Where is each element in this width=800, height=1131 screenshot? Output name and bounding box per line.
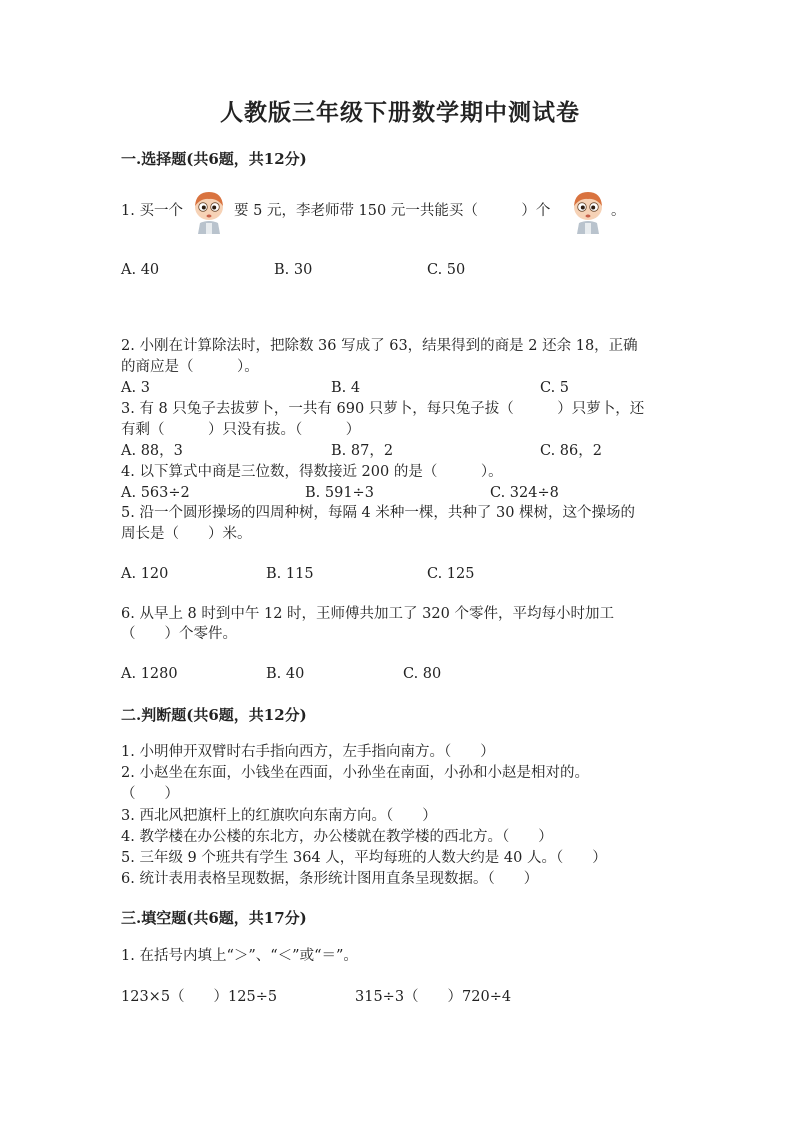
- judge-item-4: 4. 教学楼在办公楼的东北方，办公楼就在教学楼的西北方。（ ）: [121, 829, 553, 845]
- fill-question-1: 1. 在括号内填上“＞”、“＜”或“＝”。: [121, 948, 358, 964]
- judge-item-3: 3. 西北风把旗杆上的红旗吹向东南方向。（ ）: [121, 808, 437, 824]
- q4-option-b: B. 591÷3: [305, 485, 374, 501]
- judge-item-2: 2. 小赵坐在东面，小钱坐在西面，小孙坐在南面，小孙和小赵是相对的。: [121, 765, 589, 781]
- question-5-line-2: 周长是（ ）米。: [121, 526, 252, 542]
- judge-item-1: 1. 小明伸开双臂时右手指向西方，左手指向南方。（ ）: [121, 744, 495, 760]
- question-6-line-1: 6. 从早上 8 时到中午 12 时，王师傅共加工了 320 个零件，平均每小时加工: [121, 606, 614, 622]
- q4-option-a: A. 563÷2: [121, 485, 190, 501]
- q5-option-c: C. 125: [427, 566, 475, 582]
- q5-option-a: A. 120: [121, 566, 169, 582]
- cartoon-boy-icon: [570, 187, 606, 235]
- question-2-line-2: 的商应是（ ）。: [121, 359, 259, 375]
- fill-expression-2: 315÷3（ ）720÷4: [355, 989, 512, 1005]
- q3-option-b: B. 87，2: [331, 443, 394, 459]
- question-1-text-start: 1. 买一个: [121, 203, 183, 219]
- q6-option-c: C. 80: [403, 666, 442, 682]
- judge-item-5: 5. 三年级 9 个班共有学生 364 人，平均每班的人数大约是 40 人。（ ）: [121, 850, 607, 866]
- judge-item-2-bracket: （ ）: [121, 786, 179, 802]
- q2-option-a: A. 3: [121, 380, 150, 396]
- q2-option-c: C. 5: [540, 380, 570, 396]
- question-1-text-end: 。: [611, 203, 626, 219]
- q3-option-a: A. 88，3: [121, 443, 183, 459]
- question-5-line-1: 5. 沿一个圆形操场的四周种树，每隔 4 米种一棵，共种了 30 棵树，这个操场的: [121, 505, 636, 521]
- judge-item-6: 6. 统计表用表格呈现数据，条形统计图用直条呈现数据。（ ）: [121, 871, 539, 887]
- q2-option-b: B. 4: [331, 380, 361, 396]
- question-3-line-1: 3. 有 8 只兔子去拔萝卜，一共有 690 只萝卜，每只兔子拔（ ）只萝卜，还: [121, 401, 645, 417]
- question-2-line-1: 2. 小刚在计算除法时，把除数 36 写成了 63，结果得到的商是 2 还余 18，正确: [121, 338, 638, 354]
- q3-option-c: C. 86，2: [540, 443, 602, 459]
- section-heading-fill: 三.填空题(共6题，共17分): [121, 909, 307, 927]
- fill-expression-1: 123×5（ ）125÷5: [121, 989, 278, 1005]
- q1-option-c: C. 50: [427, 262, 466, 278]
- q4-option-c: C. 324÷8: [490, 485, 559, 501]
- page-title: 人教版三年级下册数学期中测试卷: [220, 99, 580, 126]
- q6-option-b: B. 40: [266, 666, 305, 682]
- question-1-text-middle: 要 5 元，李老师带 150 元一共能买（ ）个: [234, 203, 551, 219]
- section-heading-choice: 一.选择题(共6题，共12分): [121, 150, 307, 168]
- section-heading-judge: 二.判断题(共6题，共12分): [121, 706, 307, 724]
- question-4-line-1: 4. 以下算式中商是三位数，得数接近 200 的是（ ）。: [121, 464, 503, 480]
- q1-option-b: B. 30: [274, 262, 313, 278]
- question-6-line-2: （ ）个零件。: [121, 626, 237, 642]
- question-3-line-2: 有剩（ ）只没有拔。（ ）: [121, 422, 361, 438]
- q1-option-a: A. 40: [121, 262, 160, 278]
- cartoon-boy-icon: [191, 187, 227, 235]
- q5-option-b: B. 115: [266, 566, 314, 582]
- q6-option-a: A. 1280: [121, 666, 178, 682]
